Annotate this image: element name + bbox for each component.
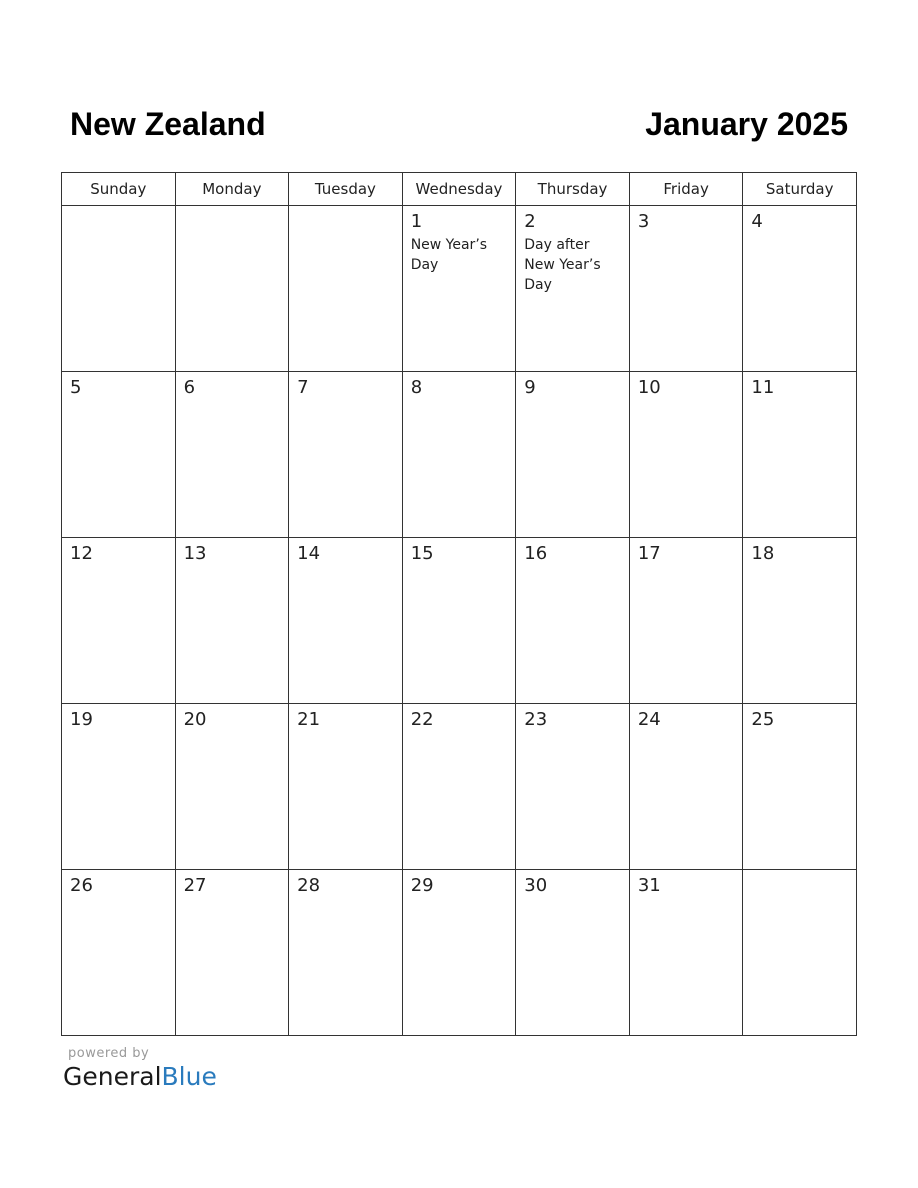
- day-cell: [62, 206, 176, 372]
- day-number: 27: [183, 875, 207, 896]
- week-row: [62, 538, 857, 704]
- week-row: [62, 704, 857, 870]
- day-cell: [516, 206, 630, 372]
- day-number: 19: [70, 709, 93, 730]
- brand-blue: Blue: [161, 1062, 217, 1091]
- day-number: 10: [637, 377, 661, 398]
- day-cell: [629, 704, 743, 870]
- day-cell: [743, 704, 857, 870]
- day-number: 26: [70, 875, 93, 896]
- day-cell: [175, 372, 289, 538]
- day-cell: [289, 870, 403, 1036]
- calendar-grid: [61, 172, 857, 1036]
- day-number: 28: [297, 875, 321, 896]
- day-cell: [62, 870, 176, 1036]
- month-title: January 2025: [645, 106, 848, 142]
- powered-by-text: powered by: [68, 1046, 150, 1061]
- week-row: [62, 870, 857, 1036]
- day-number: 12: [70, 543, 93, 564]
- day-number: 9: [524, 377, 536, 398]
- day-cell: [175, 206, 289, 372]
- day-number: 7: [297, 377, 309, 398]
- weekday-friday: Friday: [629, 173, 743, 206]
- day-number: 5: [70, 377, 82, 398]
- day-number: 29: [410, 875, 434, 896]
- brand-general: General: [63, 1062, 162, 1091]
- day-cell: [402, 372, 516, 538]
- day-cell: [62, 372, 176, 538]
- day-cell: [175, 870, 289, 1036]
- day-number: 30: [524, 875, 548, 896]
- day-cell: [516, 372, 630, 538]
- day-cell: [402, 870, 516, 1036]
- day-number: 23: [524, 709, 548, 730]
- week-row: [62, 206, 857, 372]
- country-title: New Zealand: [70, 106, 266, 142]
- day-number: 31: [637, 875, 661, 896]
- day-cell: [62, 538, 176, 704]
- day-cell: [629, 870, 743, 1036]
- day-cell: [289, 704, 403, 870]
- day-number: 8: [410, 377, 423, 398]
- day-number: 6: [183, 377, 196, 398]
- brand-logo[interactable]: [63, 1061, 217, 1093]
- day-cell: [402, 206, 516, 372]
- day-cell: [516, 538, 630, 704]
- weekday-tuesday: Tuesday: [289, 173, 403, 206]
- day-number: 11: [751, 377, 775, 398]
- weekday-header-row: [62, 173, 857, 206]
- week-row: [62, 372, 857, 538]
- day-cell: [743, 870, 857, 1036]
- day-cell: [289, 372, 403, 538]
- day-number: 2: [524, 211, 536, 232]
- day-number: 16: [524, 543, 548, 564]
- day-number: 13: [183, 543, 207, 564]
- day-number: 15: [410, 543, 434, 564]
- day-cell: [175, 704, 289, 870]
- day-cell: [175, 538, 289, 704]
- day-cell: [402, 538, 516, 704]
- day-cell: [629, 372, 743, 538]
- day-cell: [629, 206, 743, 372]
- day-number: 17: [637, 543, 661, 564]
- day-number: 4: [751, 211, 763, 232]
- day-number: 20: [183, 709, 207, 730]
- weekday-saturday: Saturday: [743, 173, 857, 206]
- day-cell: [516, 704, 630, 870]
- day-number: 1: [410, 211, 423, 232]
- weekday-thursday: Thursday: [516, 173, 630, 206]
- day-cell: [629, 538, 743, 704]
- day-cell: [743, 206, 857, 372]
- day-cell: [516, 870, 630, 1036]
- day-number: 18: [751, 543, 775, 564]
- day-number: 24: [637, 709, 661, 730]
- day-cell: [289, 538, 403, 704]
- day-number: 14: [297, 543, 321, 564]
- day-number: 25: [751, 709, 775, 730]
- holiday-label: New Year’s Day: [410, 237, 488, 273]
- weekday-wednesday: Wednesday: [402, 173, 516, 206]
- weekday-monday: Monday: [175, 173, 289, 206]
- weekday-sunday: Sunday: [62, 173, 176, 206]
- day-cell: [402, 704, 516, 870]
- day-cell: [743, 538, 857, 704]
- day-cell: [289, 206, 403, 372]
- holiday-label: Day after New Year’s Day: [524, 237, 601, 293]
- day-number: 21: [297, 709, 321, 730]
- day-cell: [743, 372, 857, 538]
- day-cell: [62, 704, 176, 870]
- day-number: 3: [637, 211, 650, 232]
- day-number: 22: [410, 709, 434, 730]
